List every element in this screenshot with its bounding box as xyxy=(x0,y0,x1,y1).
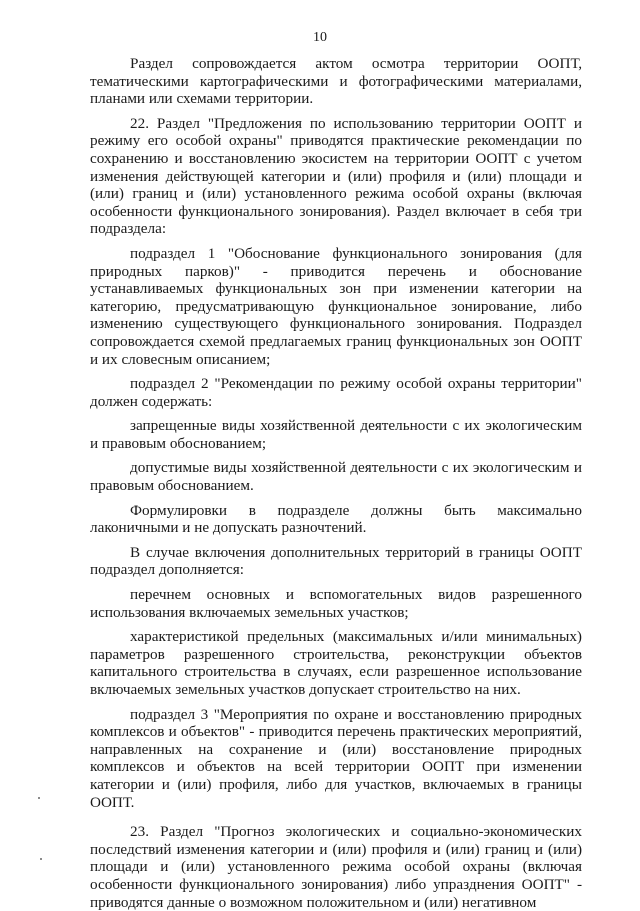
paragraph-subsection-3: подраздел 3 "Мероприятия по охране и восстановлению природных комплексов и объектов" - приводится перечень практических мероприятий, направленных на сохранение и (или) восстановление природных комплексов и объектов на всей территории ООПТ при изменении категории и (или) профиля, либо для участков, включаемых в границы ООПТ. xyxy=(90,705,582,811)
page-number: 10 xyxy=(313,30,327,45)
paragraph-subsection-2: подраздел 2 "Рекомендации по режиму особой охраны территории" должен содержать: xyxy=(90,375,582,410)
document-body xyxy=(90,55,582,911)
paragraph-section-22: 22. Раздел "Предложения по использованию территории ООПТ и режиму его особой охраны" приводятся практические рекомендации по сохранению и восстановлению экосистем на территории ООПТ с учетом изменения действующей категории и (или) профиля и (или) площади и (или) границ и (или) установленного режима особой охраны (включая особенности функционального зонирования). Раздел включает в себя три подраздела: xyxy=(90,114,582,238)
paragraph-permitted-activities: допустимые виды хозяйственной деятельности с их экологическим и правовым обоснованием. xyxy=(90,459,582,495)
scan-speck xyxy=(38,797,40,799)
scan-speck xyxy=(40,858,42,860)
paragraph-section-23: 23. Раздел "Прогноз экологических и социально-экономических последствий изменения категории и (или) профиля и (или) границ и (или) площади и (или) установленного режима особой охраны (включая особенности функционального зонирования) либо упразднения ООПТ" - приводятся данные о возможном положительном и (или) негативном xyxy=(90,823,582,911)
paragraph-prohibited-activities: запрещенные виды хозяйственной деятельности с их экологическим и правовым обоснованием; xyxy=(90,417,582,452)
paragraph-subsection-1: подраздел 1 "Обоснование функционального зонирования (для природных парков)" - приводится перечень и обоснование устанавливаемых функциональных зон при изменении категории на категорию, предусматривающую функциональное зонирование, либо изменению существующего функционального зонирования. Подраздел сопровождается схемой предлагаемых границ функциональных зон ООПТ и их словесным описанием; xyxy=(90,244,582,368)
paragraph-land-use-list: перечнем основных и вспомогательных видов разрешенного использования включаемых земельных участков; xyxy=(90,586,582,621)
paragraph-act-inspection: Раздел сопровождается актом осмотра территории ООПТ, тематическими картографическими и фотографическими материалами, планами или схемами территории. xyxy=(90,55,582,108)
paragraph-additional-territories: В случае включения дополнительных территорий в границы ООПТ подраздел дополняется: xyxy=(90,543,582,579)
paragraph-wording: Формулировки в подразделе должны быть максимально лаконичными и не допускать разночтений. xyxy=(90,501,582,537)
paragraph-construction-parameters: характеристикой предельных (максимальных и/или минимальных) параметров разрешенного строительства, реконструкции объектов капитального строительства в случаях, если разрешенное использование включаемых земельных участков допускает строительство на них. xyxy=(90,628,582,698)
